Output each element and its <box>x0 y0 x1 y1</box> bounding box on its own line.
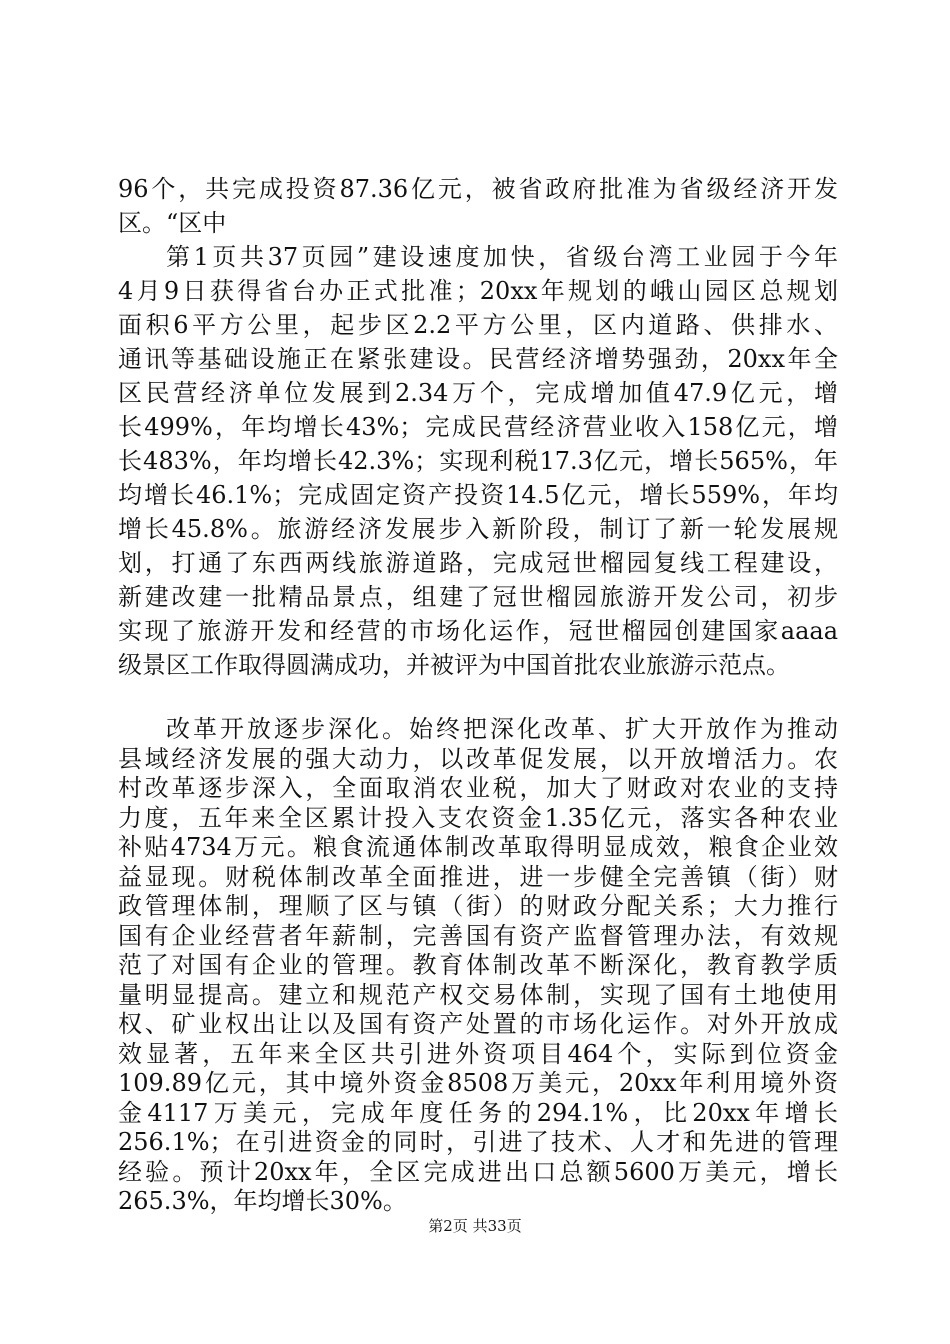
text-line: 经验。预计20xx年，全区完成进出口总额5600万美元，增长 <box>118 1157 838 1186</box>
text-line: 划，打通了东西两线旅游道路，完成冠世榴园复线工程建设， <box>118 549 838 577</box>
text-line: 金4117万美元，完成年度任务的294.1%，比20xx年增长 <box>118 1098 838 1127</box>
text-line: 政管理体制，理顺了区与镇（街）的财政分配关系；大力推行 <box>118 892 838 920</box>
text-line: 109.89亿元，其中境外资金8508万美元，20xx年利用境外资 <box>118 1069 838 1097</box>
text-line: 区民营经济单位发展到2.34万个，完成增加值47.9亿元，增 <box>118 379 838 407</box>
text-line: 96个，共完成投资87.36亿元，被省政府批准为省级经济开发 <box>118 175 838 203</box>
text-line: 效显著，五年来全区共引进外资项目464个，实际到位资金 <box>118 1039 838 1068</box>
text-line: 国有企业经营者年薪制，完善国有资产监督管理办法，有效规 <box>118 921 838 950</box>
page-footer: 第2页 共33页 <box>428 1217 522 1235</box>
text-line: 区。“区中 <box>118 209 227 237</box>
text-line: 256.1%；在引进资金的同时，引进了技术、人才和先进的管理 <box>118 1128 838 1156</box>
text-line: 新建改建一批精品景点，组建了冠世榴园旅游开发公司，初步 <box>118 583 838 611</box>
text-line: 4月9日获得省台办正式批准；20xx年规划的峨山园区总规划 <box>118 277 838 305</box>
text-line: 县域经济发展的强大动力，以改革促发展，以开放增活力。农 <box>118 744 838 773</box>
text-line: 权、矿业权出让以及国有资产处置的市场化运作。对外开放成 <box>118 1010 838 1038</box>
text-line: 通讯等基础设施正在紧张建设。民营经济增势强劲，20xx年全 <box>118 345 838 373</box>
text-line: 益显现。财税体制改革全面推进，进一步健全完善镇（街）财 <box>118 862 838 891</box>
text-line: 村改革逐步深入，全面取消农业税，加大了财政对农业的支持 <box>118 774 838 802</box>
text-line: 补贴4734万元。粮食流通体制改革取得明显成效，粮食企业效 <box>118 833 838 861</box>
text-line: 均增长46.1%；完成固定资产投资14.5亿元，增长559%，年均 <box>118 481 838 509</box>
text-line: 量明显提高。建立和规范产权交易体制，实现了国有土地使用 <box>118 980 838 1009</box>
text-line: 第1页共37页园”建设速度加快，省级台湾工业园于今年 <box>166 243 838 271</box>
text-line: 长483%，年均增长42.3%；实现利税17.3亿元，增长565%，年 <box>118 447 838 475</box>
text-line: 级景区工作取得圆满成功，并被评为中国首批农业旅游示范点。 <box>118 651 790 679</box>
text-line: 范了对国有企业的管理。教育体制改革不断深化，教育教学质 <box>118 951 838 979</box>
text-line: 增长45.8%。旅游经济发展步入新阶段，制订了新一轮发展规 <box>118 515 838 543</box>
text-line: 面积6平方公里，起步区2.2平方公里，区内道路、供排水、 <box>118 311 838 339</box>
text-line: 力度，五年来全区累计投入支农资金1.35亿元，落实各种农业 <box>118 803 838 832</box>
text-line: 实现了旅游开发和经营的市场化运作，冠世榴园创建国家aaaa <box>118 617 838 645</box>
text-line: 长499%，年均增长43%；完成民营经济营业收入158亿元，增 <box>118 413 838 441</box>
text-line: 改革开放逐步深化。始终把深化改革、扩大开放作为推动 <box>166 715 838 743</box>
text-line: 265.3%，年均增长30%。 <box>118 1187 407 1215</box>
